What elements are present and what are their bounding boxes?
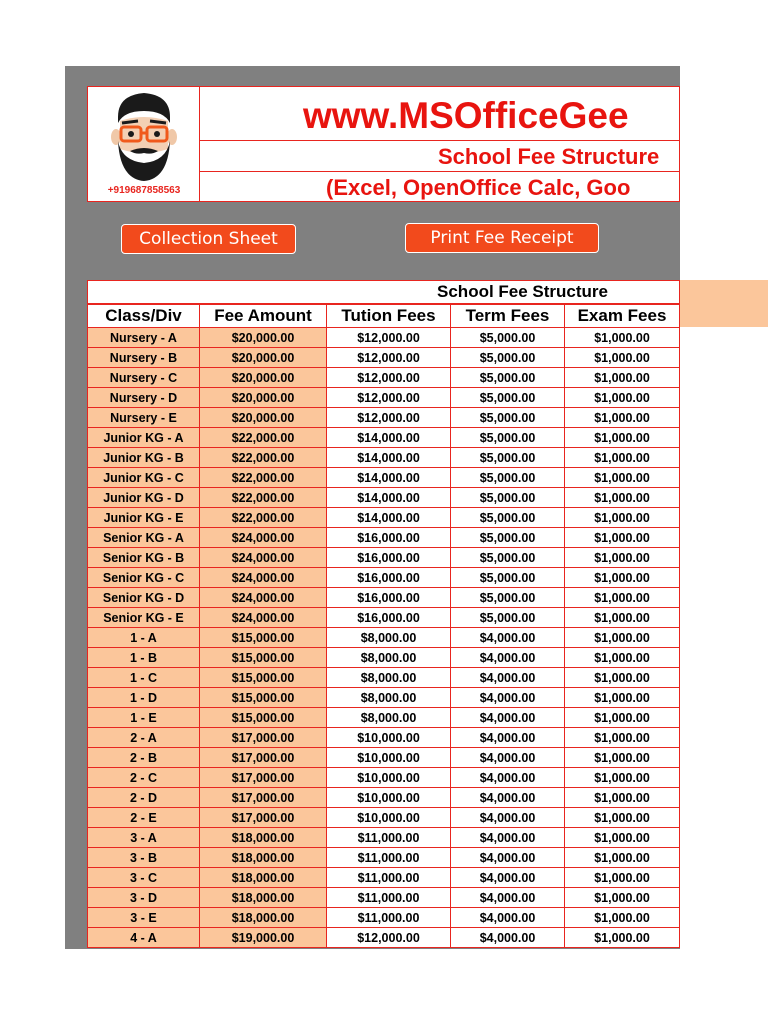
fee-amount-cell[interactable]: $22,000.00 (200, 428, 327, 448)
tuition-fees-cell[interactable]: $11,000.00 (327, 908, 451, 928)
fee-amount-cell[interactable]: $15,000.00 (200, 668, 327, 688)
class-div-cell[interactable]: Senior KG - D (88, 588, 200, 608)
exam-fees-cell[interactable]: $1,000.00 (565, 788, 680, 808)
exam-fees-cell[interactable]: $1,000.00 (565, 768, 680, 788)
column-header[interactable]: Class/Div (88, 305, 200, 328)
class-div-cell[interactable]: 3 - C (88, 868, 200, 888)
class-div-cell[interactable]: 3 - D (88, 888, 200, 908)
class-div-cell[interactable]: Senior KG - C (88, 568, 200, 588)
class-div-cell[interactable]: Senior KG - E (88, 608, 200, 628)
term-fees-cell[interactable]: $4,000.00 (451, 788, 565, 808)
table-row (88, 348, 680, 368)
collection-sheet-button[interactable]: Collection Sheet (121, 224, 296, 254)
fee-amount-cell[interactable]: $24,000.00 (200, 548, 327, 568)
avatar-logo-icon (88, 87, 200, 187)
tuition-fees-cell[interactable]: $12,000.00 (327, 348, 451, 368)
fee-amount-cell[interactable]: $22,000.00 (200, 468, 327, 488)
exam-fees-cell[interactable]: $1,000.00 (565, 508, 680, 528)
tuition-fees-cell[interactable]: $8,000.00 (327, 668, 451, 688)
fee-amount-cell[interactable]: $24,000.00 (200, 608, 327, 628)
table-row (88, 908, 680, 928)
tuition-fees-cell[interactable]: $16,000.00 (327, 528, 451, 548)
tuition-fees-cell[interactable]: $10,000.00 (327, 768, 451, 788)
term-fees-cell[interactable]: $4,000.00 (451, 848, 565, 868)
term-fees-cell[interactable]: $4,000.00 (451, 648, 565, 668)
tuition-fees-cell[interactable]: $8,000.00 (327, 708, 451, 728)
exam-fees-cell[interactable]: $1,000.00 (565, 708, 680, 728)
class-div-cell[interactable]: Nursery - C (88, 368, 200, 388)
tuition-fees-cell[interactable]: $8,000.00 (327, 628, 451, 648)
class-div-cell[interactable]: Nursery - D (88, 388, 200, 408)
tuition-fees-cell[interactable]: $14,000.00 (327, 508, 451, 528)
term-fees-cell[interactable]: $4,000.00 (451, 708, 565, 728)
table-row (88, 568, 680, 588)
tuition-fees-cell[interactable]: $10,000.00 (327, 728, 451, 748)
fee-amount-cell[interactable]: $24,000.00 (200, 568, 327, 588)
fee-amount-cell[interactable]: $20,000.00 (200, 328, 327, 348)
tuition-fees-cell[interactable]: $16,000.00 (327, 568, 451, 588)
term-fees-cell[interactable]: $5,000.00 (451, 568, 565, 588)
exam-fees-cell[interactable]: $1,000.00 (565, 868, 680, 888)
term-fees-cell[interactable]: $4,000.00 (451, 688, 565, 708)
fee-amount-cell[interactable]: $15,000.00 (200, 628, 327, 648)
tuition-fees-cell[interactable]: $8,000.00 (327, 688, 451, 708)
exam-fees-cell[interactable]: $1,000.00 (565, 648, 680, 668)
fee-amount-cell[interactable]: $17,000.00 (200, 768, 327, 788)
exam-fees-cell[interactable]: $1,000.00 (565, 928, 680, 948)
tuition-fees-cell[interactable]: $12,000.00 (327, 928, 451, 948)
header-subtitle: School Fee Structure (438, 144, 660, 169)
term-fees-cell[interactable]: $5,000.00 (451, 588, 565, 608)
exam-fees-cell[interactable]: $1,000.00 (565, 728, 680, 748)
table-row (88, 468, 680, 488)
class-div-cell[interactable]: Nursery - E (88, 408, 200, 428)
table-row (88, 408, 680, 428)
exam-fees-cell[interactable]: $1,000.00 (565, 528, 680, 548)
fee-amount-cell[interactable]: $17,000.00 (200, 748, 327, 768)
fee-amount-cell[interactable]: $18,000.00 (200, 908, 327, 928)
fee-amount-cell[interactable]: $20,000.00 (200, 348, 327, 368)
class-div-cell[interactable]: Senior KG - A (88, 528, 200, 548)
table-row (88, 868, 680, 888)
table-row (88, 808, 680, 828)
tuition-fees-cell[interactable]: $11,000.00 (327, 828, 451, 848)
exam-fees-cell[interactable]: $1,000.00 (565, 448, 680, 468)
exam-fees-cell[interactable]: $1,000.00 (565, 488, 680, 508)
table-row (88, 488, 680, 508)
exam-fees-cell[interactable]: $1,000.00 (565, 568, 680, 588)
fee-amount-cell[interactable]: $17,000.00 (200, 788, 327, 808)
fee-amount-cell[interactable]: $20,000.00 (200, 368, 327, 388)
fee-amount-cell[interactable]: $24,000.00 (200, 588, 327, 608)
class-div-cell[interactable]: 2 - D (88, 788, 200, 808)
term-fees-cell[interactable]: $5,000.00 (451, 368, 565, 388)
fee-amount-cell[interactable]: $18,000.00 (200, 868, 327, 888)
table-row (88, 648, 680, 668)
table-row (88, 628, 680, 648)
highlight-cell (680, 280, 768, 327)
term-fees-cell[interactable]: $5,000.00 (451, 428, 565, 448)
table-row (88, 328, 680, 348)
sheet-header (87, 86, 680, 202)
table-title: School Fee Structure (437, 282, 608, 301)
class-div-cell[interactable]: Nursery - B (88, 348, 200, 368)
table-row (88, 828, 680, 848)
column-header[interactable]: Fee Amount (200, 305, 327, 328)
table-row (88, 608, 680, 628)
term-fees-cell[interactable]: $4,000.00 (451, 828, 565, 848)
tuition-fees-cell[interactable]: $14,000.00 (327, 448, 451, 468)
header-divider (200, 140, 679, 141)
logo (88, 87, 200, 201)
exam-fees-cell[interactable]: $1,000.00 (565, 548, 680, 568)
fee-amount-cell[interactable]: $15,000.00 (200, 648, 327, 668)
term-fees-cell[interactable]: $4,000.00 (451, 768, 565, 788)
class-div-cell[interactable]: 3 - A (88, 828, 200, 848)
fee-amount-cell[interactable]: $15,000.00 (200, 708, 327, 728)
fee-amount-cell[interactable]: $17,000.00 (200, 728, 327, 748)
class-div-cell[interactable]: 1 - A (88, 628, 200, 648)
fee-amount-cell[interactable]: $20,000.00 (200, 408, 327, 428)
class-div-cell[interactable]: Junior KG - D (88, 488, 200, 508)
term-fees-cell[interactable]: $5,000.00 (451, 348, 565, 368)
exam-fees-cell[interactable]: $1,000.00 (565, 748, 680, 768)
tuition-fees-cell[interactable]: $16,000.00 (327, 608, 451, 628)
exam-fees-cell[interactable]: $1,000.00 (565, 468, 680, 488)
table-row (88, 708, 680, 728)
column-header[interactable]: Tution Fees (327, 305, 451, 328)
term-fees-cell[interactable]: $5,000.00 (451, 328, 565, 348)
tuition-fees-cell[interactable]: $14,000.00 (327, 428, 451, 448)
table-row (88, 768, 680, 788)
exam-fees-cell[interactable]: $1,000.00 (565, 608, 680, 628)
exam-fees-cell[interactable]: $1,000.00 (565, 328, 680, 348)
table-row (88, 888, 680, 908)
class-div-cell[interactable]: 2 - A (88, 728, 200, 748)
exam-fees-cell[interactable]: $1,000.00 (565, 408, 680, 428)
term-fees-cell[interactable]: $5,000.00 (451, 448, 565, 468)
column-header[interactable]: Exam Fees (565, 305, 680, 328)
tuition-fees-cell[interactable]: $16,000.00 (327, 548, 451, 568)
class-div-cell[interactable]: 4 - A (88, 928, 200, 948)
tuition-fees-cell[interactable]: $8,000.00 (327, 648, 451, 668)
fee-amount-cell[interactable]: $22,000.00 (200, 508, 327, 528)
class-div-cell[interactable]: 3 - B (88, 848, 200, 868)
table-row (88, 448, 680, 468)
term-fees-cell[interactable]: $5,000.00 (451, 488, 565, 508)
exam-fees-cell[interactable]: $1,000.00 (565, 388, 680, 408)
exam-fees-cell[interactable]: $1,000.00 (565, 848, 680, 868)
fee-amount-cell[interactable]: $24,000.00 (200, 528, 327, 548)
term-fees-cell[interactable]: $4,000.00 (451, 908, 565, 928)
class-div-cell[interactable]: Nursery - A (88, 328, 200, 348)
fee-structure-table (87, 304, 680, 948)
term-fees-cell[interactable]: $4,000.00 (451, 808, 565, 828)
table-body (88, 328, 680, 948)
class-div-cell[interactable]: Senior KG - B (88, 548, 200, 568)
term-fees-cell[interactable]: $5,000.00 (451, 408, 565, 428)
table-row (88, 928, 680, 948)
class-div-cell[interactable]: 1 - C (88, 668, 200, 688)
column-header[interactable]: Term Fees (451, 305, 565, 328)
fee-amount-cell[interactable]: $17,000.00 (200, 808, 327, 828)
table-row (88, 388, 680, 408)
class-div-cell[interactable]: Junior KG - B (88, 448, 200, 468)
term-fees-cell[interactable]: $5,000.00 (451, 528, 565, 548)
tuition-fees-cell[interactable]: $10,000.00 (327, 788, 451, 808)
term-fees-cell[interactable]: $4,000.00 (451, 668, 565, 688)
class-div-cell[interactable]: 1 - E (88, 708, 200, 728)
term-fees-cell[interactable]: $5,000.00 (451, 388, 565, 408)
tuition-fees-cell[interactable]: $16,000.00 (327, 588, 451, 608)
table-row (88, 528, 680, 548)
fee-amount-cell[interactable]: $20,000.00 (200, 388, 327, 408)
header-divider (200, 171, 679, 172)
term-fees-cell[interactable]: $4,000.00 (451, 728, 565, 748)
fee-amount-cell[interactable]: $19,000.00 (200, 928, 327, 948)
term-fees-cell[interactable]: $4,000.00 (451, 928, 565, 948)
class-div-cell[interactable]: Junior KG - C (88, 468, 200, 488)
tuition-fees-cell[interactable]: $12,000.00 (327, 388, 451, 408)
table-row (88, 688, 680, 708)
fee-amount-cell[interactable]: $18,000.00 (200, 848, 327, 868)
print-fee-receipt-button[interactable]: Print Fee Receipt (405, 223, 599, 253)
tuition-fees-cell[interactable]: $11,000.00 (327, 848, 451, 868)
tuition-fees-cell[interactable]: $10,000.00 (327, 748, 451, 768)
tuition-fees-cell[interactable]: $11,000.00 (327, 888, 451, 908)
class-div-cell[interactable]: 3 - E (88, 908, 200, 928)
tuition-fees-cell[interactable]: $12,000.00 (327, 408, 451, 428)
term-fees-cell[interactable]: $4,000.00 (451, 628, 565, 648)
exam-fees-cell[interactable]: $1,000.00 (565, 808, 680, 828)
table-row (88, 548, 680, 568)
table-row (88, 668, 680, 688)
table-row (88, 428, 680, 448)
tuition-fees-cell[interactable]: $12,000.00 (327, 368, 451, 388)
exam-fees-cell[interactable]: $1,000.00 (565, 688, 680, 708)
exam-fees-cell[interactable]: $1,000.00 (565, 888, 680, 908)
fee-amount-cell[interactable]: $18,000.00 (200, 888, 327, 908)
term-fees-cell[interactable]: $4,000.00 (451, 868, 565, 888)
exam-fees-cell[interactable]: $1,000.00 (565, 908, 680, 928)
exam-fees-cell[interactable]: $1,000.00 (565, 628, 680, 648)
class-div-cell[interactable]: 2 - C (88, 768, 200, 788)
table-header-row (88, 305, 680, 328)
term-fees-cell[interactable]: $5,000.00 (451, 548, 565, 568)
class-div-cell[interactable]: Junior KG - E (88, 508, 200, 528)
tuition-fees-cell[interactable]: $14,000.00 (327, 488, 451, 508)
fee-amount-cell[interactable]: $22,000.00 (200, 488, 327, 508)
term-fees-cell[interactable]: $5,000.00 (451, 608, 565, 628)
class-div-cell[interactable]: Junior KG - A (88, 428, 200, 448)
class-div-cell[interactable]: 2 - E (88, 808, 200, 828)
table-row (88, 748, 680, 768)
exam-fees-cell[interactable]: $1,000.00 (565, 428, 680, 448)
phone-number: +919687858563 (107, 185, 181, 196)
site-title: www.MSOfficeGee (303, 95, 629, 136)
class-div-cell[interactable]: 1 - B (88, 648, 200, 668)
exam-fees-cell[interactable]: $1,000.00 (565, 368, 680, 388)
tuition-fees-cell[interactable]: $14,000.00 (327, 468, 451, 488)
exam-fees-cell[interactable]: $1,000.00 (565, 348, 680, 368)
table-title-row (87, 280, 768, 304)
tuition-fees-cell[interactable]: $11,000.00 (327, 868, 451, 888)
tuition-fees-cell[interactable]: $10,000.00 (327, 808, 451, 828)
term-fees-cell[interactable]: $5,000.00 (451, 468, 565, 488)
exam-fees-cell[interactable]: $1,000.00 (565, 668, 680, 688)
term-fees-cell[interactable]: $4,000.00 (451, 748, 565, 768)
table-row (88, 508, 680, 528)
table-row (88, 728, 680, 748)
table-row (88, 588, 680, 608)
tuition-fees-cell[interactable]: $12,000.00 (327, 328, 451, 348)
fee-amount-cell[interactable]: $18,000.00 (200, 828, 327, 848)
table-row (88, 788, 680, 808)
table-row (88, 368, 680, 388)
term-fees-cell[interactable]: $5,000.00 (451, 508, 565, 528)
fee-amount-cell[interactable]: $15,000.00 (200, 688, 327, 708)
exam-fees-cell[interactable]: $1,000.00 (565, 828, 680, 848)
class-div-cell[interactable]: 2 - B (88, 748, 200, 768)
term-fees-cell[interactable]: $4,000.00 (451, 888, 565, 908)
fee-amount-cell[interactable]: $22,000.00 (200, 448, 327, 468)
header-subtitle-2: (Excel, OpenOffice Calc, Goo (326, 175, 631, 200)
table-row (88, 848, 680, 868)
exam-fees-cell[interactable]: $1,000.00 (565, 588, 680, 608)
class-div-cell[interactable]: 1 - D (88, 688, 200, 708)
